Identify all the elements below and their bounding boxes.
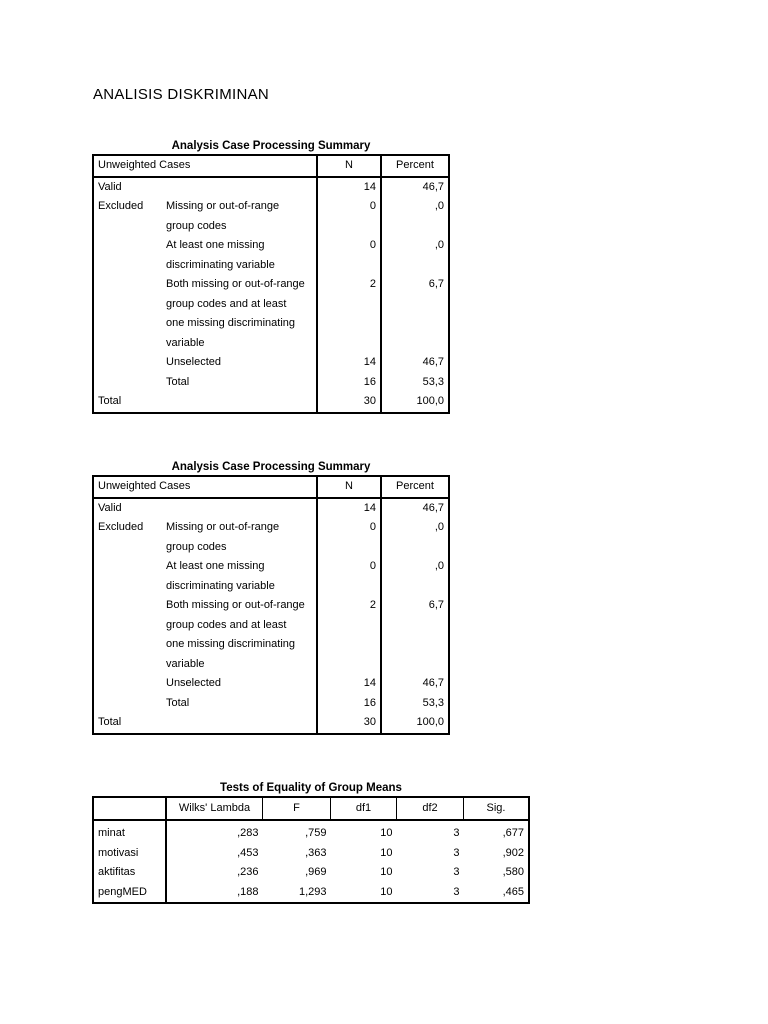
- table-caption: Analysis Case Processing Summary: [171, 140, 371, 152]
- row-subtotal-label: Total: [166, 375, 190, 388]
- row-variable: aktifitas: [93, 863, 166, 883]
- row-variable: minat: [93, 820, 166, 844]
- header-df2: df2: [397, 797, 464, 820]
- row-both-line-3: one missing discriminating: [166, 317, 295, 329]
- row-both-line-3: one missing discriminating: [166, 638, 295, 650]
- case-summary-table-1: [92, 140, 450, 414]
- row-missing-codes-line-2: group codes: [166, 219, 227, 232]
- row-subtotal-n: 16: [317, 373, 381, 393]
- row-missing-codes-percent: ,0: [434, 521, 444, 533]
- table-row: [93, 863, 529, 883]
- row-valid-n: 14: [317, 177, 381, 198]
- row-valid-label: Valid: [98, 501, 122, 514]
- row-subtotal-label: Total: [166, 696, 190, 709]
- row-total-percent: 100,0: [416, 716, 444, 728]
- row-sig: ,902: [502, 846, 524, 859]
- row-df1: 10: [380, 885, 393, 898]
- row-total-label: Total: [98, 716, 122, 728]
- row-df2: 3: [453, 885, 460, 898]
- row-missing-codes-n: 0: [317, 197, 381, 236]
- row-wilks-lambda: ,188: [237, 885, 259, 898]
- header-sig: Sig.: [464, 797, 530, 820]
- row-valid-percent: 46,7: [422, 501, 444, 514]
- row-missing-codes-line-1: Missing or out-of-range: [166, 200, 280, 212]
- row-valid-percent: 46,7: [422, 180, 444, 193]
- row-unselected-n: 14: [317, 674, 381, 694]
- row-df1: 10: [380, 827, 393, 839]
- row-unselected-label: Unselected: [166, 677, 222, 689]
- row-excluded-label: Excluded: [98, 521, 144, 533]
- row-wilks-lambda: ,236: [237, 866, 259, 878]
- row-df2: 3: [453, 866, 460, 878]
- row-unselected-label: Unselected: [166, 356, 222, 368]
- header-df1: df1: [331, 797, 397, 820]
- row-subtotal-percent: 53,3: [422, 696, 444, 709]
- row-total-label: Total: [98, 395, 122, 407]
- header-unweighted-cases: Unweighted Cases: [93, 155, 317, 177]
- document-title: ANALISIS DISKRIMINAN: [93, 86, 270, 103]
- row-sig: ,580: [502, 866, 524, 878]
- row-variable: pengMED: [93, 883, 166, 904]
- header-f: F: [263, 797, 331, 820]
- row-both-line-4: variable: [166, 336, 205, 349]
- header-wilks-lambda: Wilks' Lambda: [166, 797, 263, 820]
- row-f: ,969: [305, 866, 327, 878]
- row-wilks-lambda: ,283: [237, 827, 259, 839]
- row-missing-var-percent: ,0: [434, 239, 444, 251]
- header-n: N: [317, 476, 381, 498]
- row-both-n: 2: [317, 596, 381, 674]
- row-both-line-1: Both missing or out-of-range: [166, 278, 305, 290]
- row-subtotal-n: 16: [317, 694, 381, 714]
- row-df1: 10: [380, 866, 393, 878]
- row-f: ,363: [305, 846, 327, 859]
- row-total-percent: 100,0: [416, 395, 444, 407]
- row-total-n: 30: [317, 713, 381, 734]
- row-missing-codes-n: 0: [317, 518, 381, 557]
- row-both-n: 2: [317, 275, 381, 353]
- row-missing-var-line-1: At least one missing: [166, 560, 265, 572]
- row-unselected-percent: 46,7: [422, 356, 444, 368]
- row-missing-var-line-2: discriminating variable: [166, 258, 275, 271]
- row-df2: 3: [453, 846, 460, 859]
- row-sig: ,677: [502, 827, 524, 839]
- row-f: ,759: [305, 827, 327, 839]
- row-valid-label: Valid: [98, 180, 122, 193]
- row-both-percent: 6,7: [428, 278, 444, 290]
- table-row: [93, 844, 529, 864]
- header-percent: Percent: [381, 476, 449, 498]
- header-variable: [93, 797, 166, 820]
- row-missing-codes-line-2: group codes: [166, 540, 227, 553]
- row-valid-n: 14: [317, 498, 381, 519]
- row-missing-var-n: 0: [317, 557, 381, 596]
- row-subtotal-spacer: [93, 373, 162, 393]
- header-percent: Percent: [381, 155, 449, 177]
- row-wilks-lambda: ,453: [237, 846, 259, 859]
- table-caption: Analysis Case Processing Summary: [171, 461, 371, 473]
- row-missing-var-percent: ,0: [434, 560, 444, 572]
- row-f: 1,293: [298, 885, 327, 898]
- row-both-line-1: Both missing or out-of-range: [166, 599, 305, 611]
- row-df1: 10: [380, 846, 393, 859]
- row-missing-var-line-2: discriminating variable: [166, 579, 275, 592]
- equality-table: [92, 782, 530, 904]
- row-both-line-2: group codes and at least: [166, 618, 287, 631]
- row-missing-codes-percent: ,0: [434, 200, 444, 212]
- row-subtotal-spacer: [93, 694, 162, 714]
- row-sig: ,465: [502, 885, 524, 898]
- row-variable: motivasi: [93, 844, 166, 864]
- table-row: [93, 883, 529, 904]
- header-unweighted-cases: Unweighted Cases: [93, 476, 317, 498]
- row-missing-var-n: 0: [317, 236, 381, 275]
- row-excluded-label: Excluded: [98, 200, 144, 212]
- row-missing-codes-line-1: Missing or out-of-range: [166, 521, 280, 533]
- row-unselected-n: 14: [317, 353, 381, 373]
- row-both-line-2: group codes and at least: [166, 297, 287, 310]
- row-both-percent: 6,7: [428, 599, 444, 611]
- row-missing-var-line-1: At least one missing: [166, 239, 265, 251]
- table-row: [93, 820, 529, 844]
- table-caption: Tests of Equality of Group Means: [220, 782, 402, 794]
- case-summary-table-2: [92, 461, 450, 735]
- row-both-line-4: variable: [166, 657, 205, 670]
- header-n: N: [317, 155, 381, 177]
- row-unselected-percent: 46,7: [422, 677, 444, 689]
- row-total-n: 30: [317, 392, 381, 413]
- row-df2: 3: [453, 827, 460, 839]
- row-subtotal-percent: 53,3: [422, 375, 444, 388]
